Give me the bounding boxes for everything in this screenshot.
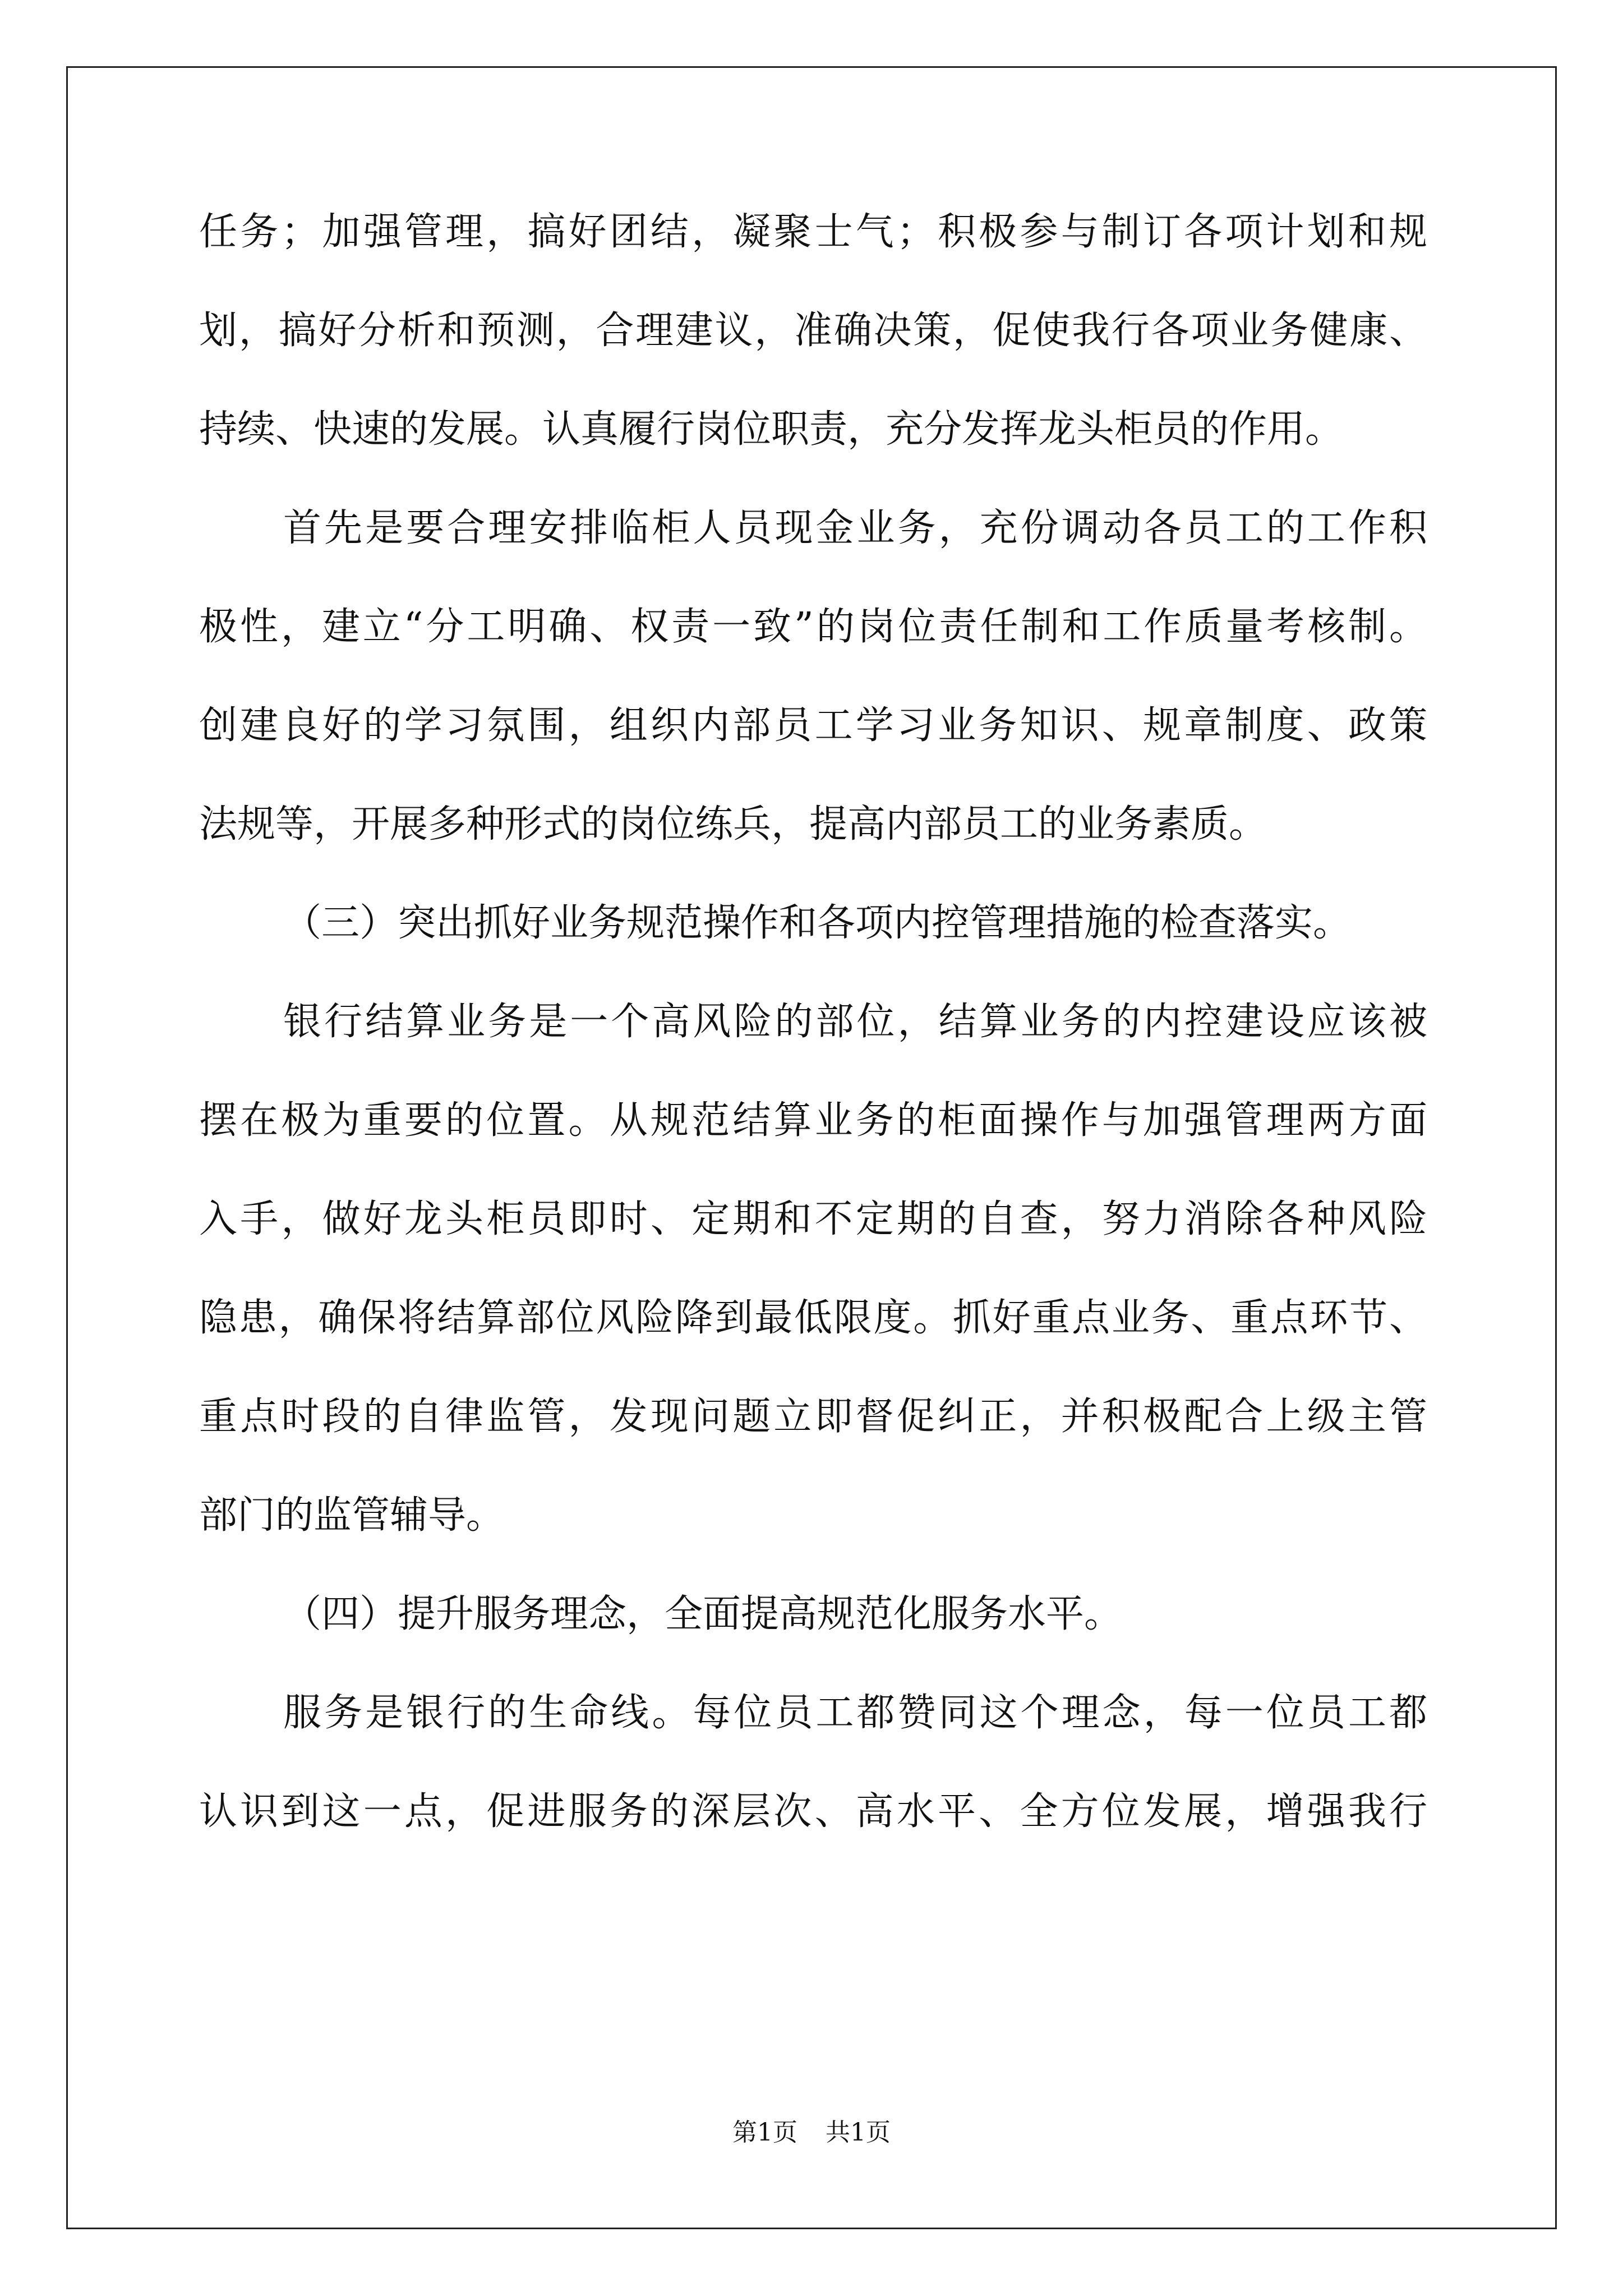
page-number-current: 第1页 [732,2118,797,2147]
text-line: 认识到这一点，促进服务的深层次、高水平、全方位发展，增强我行 [199,1789,1427,1834]
text-line: 入手，做好龙头柜员即时、定期和不定期的自查，努力消除各种风险 [199,1197,1427,1241]
text-line: 创建良好的学习氛围，组织内部员工学习业务知识、规章制度、政策 [199,703,1427,748]
text-line: 隐患，确保将结算部位风险降到最低限度。抓好重点业务、重点环节、 [199,1296,1427,1340]
text-line: 划，搞好分析和预测，合理建议，准确决策，促使我行各项业务健康、 [199,309,1427,353]
text-line: 任务；加强管理，搞好团结，凝聚士气；积极参与制订各项计划和规 [199,210,1427,254]
text-line: 持续、快速的发展。认真履行岗位职责，充分发挥龙头柜员的作用。 [199,407,1344,452]
document-body [199,210,1427,1892]
page-footer [0,2120,1623,2145]
text-line: 重点时段的自律监管，发现问题立即督促纠正，并积极配合上级主管 [199,1395,1427,1439]
text-line: 部门的监管辅导。 [199,1493,505,1538]
text-line: 摆在极为重要的位置。从规范结算业务的柜面操作与加强管理两方面 [199,1098,1427,1143]
text-line: （四）提升服务理念，全面提高规范化服务水平。 [283,1592,1123,1636]
text-line: 服务是银行的生命线。每位员工都赞同这个理念，每一位员工都 [283,1691,1427,1735]
text-line: （三）突出抓好业务规范操作和各项内控管理措施的检查落实。 [283,901,1352,945]
text-line: 银行结算业务是一个高风险的部位，结算业务的内控建设应该被 [283,1000,1427,1044]
text-line: 法规等，开展多种形式的岗位练兵，提高内部员工的业务素质。 [199,802,1267,846]
text-line: 首先是要合理安排临柜人员现金业务，充份调动各员工的工作积 [283,506,1427,550]
text-line: 极性，建立“分工明确、权责一致”的岗位责任制和工作质量考核制。 [199,605,1427,649]
page-number-total: 共1页 [826,2118,891,2147]
